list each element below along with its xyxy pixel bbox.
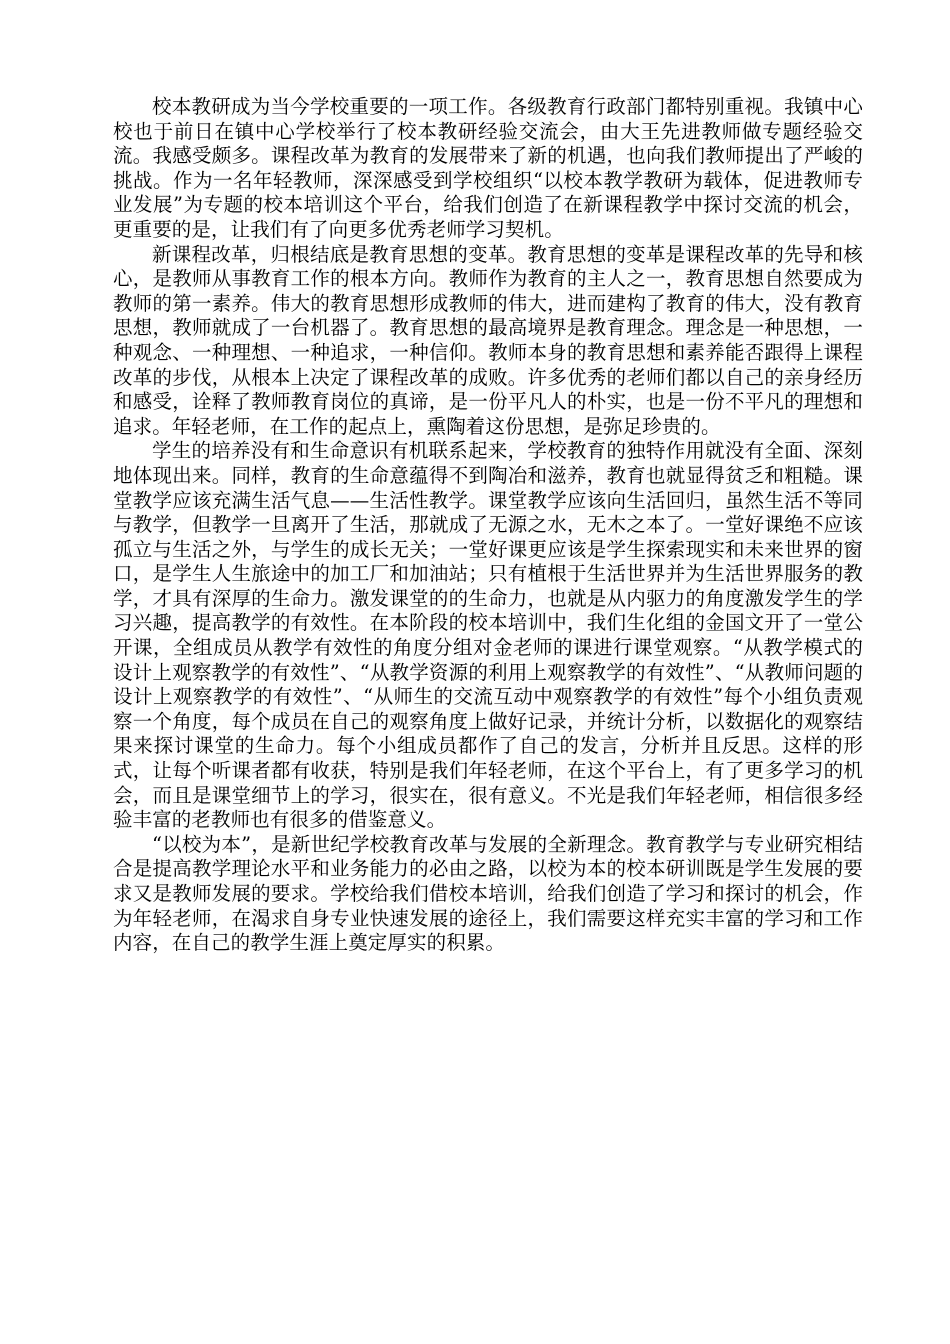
paragraph-3: 学生的培养没有和生命意识有机联系起来，学校教育的独特作用就没有全面、深刻地体现出来。同样，教育的生命意蕴得不到陶冶和滋养，教育也就显得贫乏和粗糙。课堂教学应该充满生活气息——生活性教学。课堂教学应该向生活回归，虽然生活不等同与教学，但教学一旦离开了生活，那就成了无源之水，无木之本了。一堂好课绝不应该孤立与生活之外，与学生的成长无关；一堂好课更应该是学生探索现实和未来世界的窗口，是学生人生旅途中的加工厂和加油站；只有植根于生活世界并为生活世界服务的教学，才具有深厚的生命力。激发课堂的的生命力，也就是从内驱力的角度激发学生的学习兴趣，提高教学的有效性。在本阶段的校本培训中，我们生化组的金国文开了一堂公开课，全组成员从教学有效性的角度分组对金老师的课进行课堂观察。“从教学模式的设计上观察教学的有效性”、“从教学资源的利用上观察教学的有效性”、“从教师问题的设计上观察教学的有效性”、“从师生的交流互动中观察教学的有效性”每个小组负责观察一个角度，每个成员在自己的观察角度上做好记录，并统计分析，以数据化的观察结果来探讨课堂的生命力。每个小组成员都作了自己的发言，分析并且反思。这样的形式，让每个听课者都有收获，特别是我们年轻老师，在这个平台上，有了更多学习的机会，而且是课堂细节上的学习，很实在，很有意义。不光是我们年轻老师，相信很多经验丰富的老教师也有很多的借鉴意义。 — [113, 439, 863, 832]
document-body — [113, 95, 863, 956]
paragraph-2: 新课程改革，归根结底是教育思想的变革。教育思想的变革是课程改革的先导和核心，是教师从事教育工作的根本方向。教师作为教育的主人之一，教育思想自然要成为教师的第一素养。伟大的教育思想形成教师的伟大，进而建构了教育的伟大，没有教育思想，教师就成了一台机器了。教育思想的最高境界是教育理念。理念是一种思想，一种观念、一种理想、一种追求，一种信仰。教师本身的教育思想和素养能否跟得上课程改革的步伐，从根本上决定了课程改革的成败。许多优秀的老师们都以自己的亲身经历和感受，诠释了教师教育岗位的真谛，是一份平凡人的朴实，也是一份不平凡的理想和追求。年轻老师，在工作的起点上，熏陶着这份思想，是弥足珍贵的。 — [113, 242, 863, 438]
paragraph-4: “以校为本”，是新世纪学校教育改革与发展的全新理念。教育教学与专业研究相结合是提高教学理论水平和业务能力的必由之路，以校为本的校本研训既是学生发展的要求又是教师发展的要求。学校给我们借校本培训，给我们创造了学习和探讨的机会，作为年轻老师，在渴求自身专业快速发展的途径上，我们需要这样充实丰富的学习和工作内容，在自己的教学生涯上奠定厚实的积累。 — [113, 832, 863, 955]
paragraph-1: 校本教研成为当今学校重要的一项工作。各级教育行政部门都特别重视。我镇中心校也于前日在镇中心学校举行了校本教研经验交流会，由大王先进教师做专题经验交流。我感受颇多。课程改革为教育的发展带来了新的机遇，也向我们教师提出了严峻的挑战。作为一名年轻教师，深深感受到学校组织“以校本教学教研为载体，促进教师专业发展”为专题的校本培训这个平台，给我们创造了在新课程教学中探讨交流的机会，更重要的是，让我们有了向更多优秀老师学习契机。 — [113, 95, 863, 241]
